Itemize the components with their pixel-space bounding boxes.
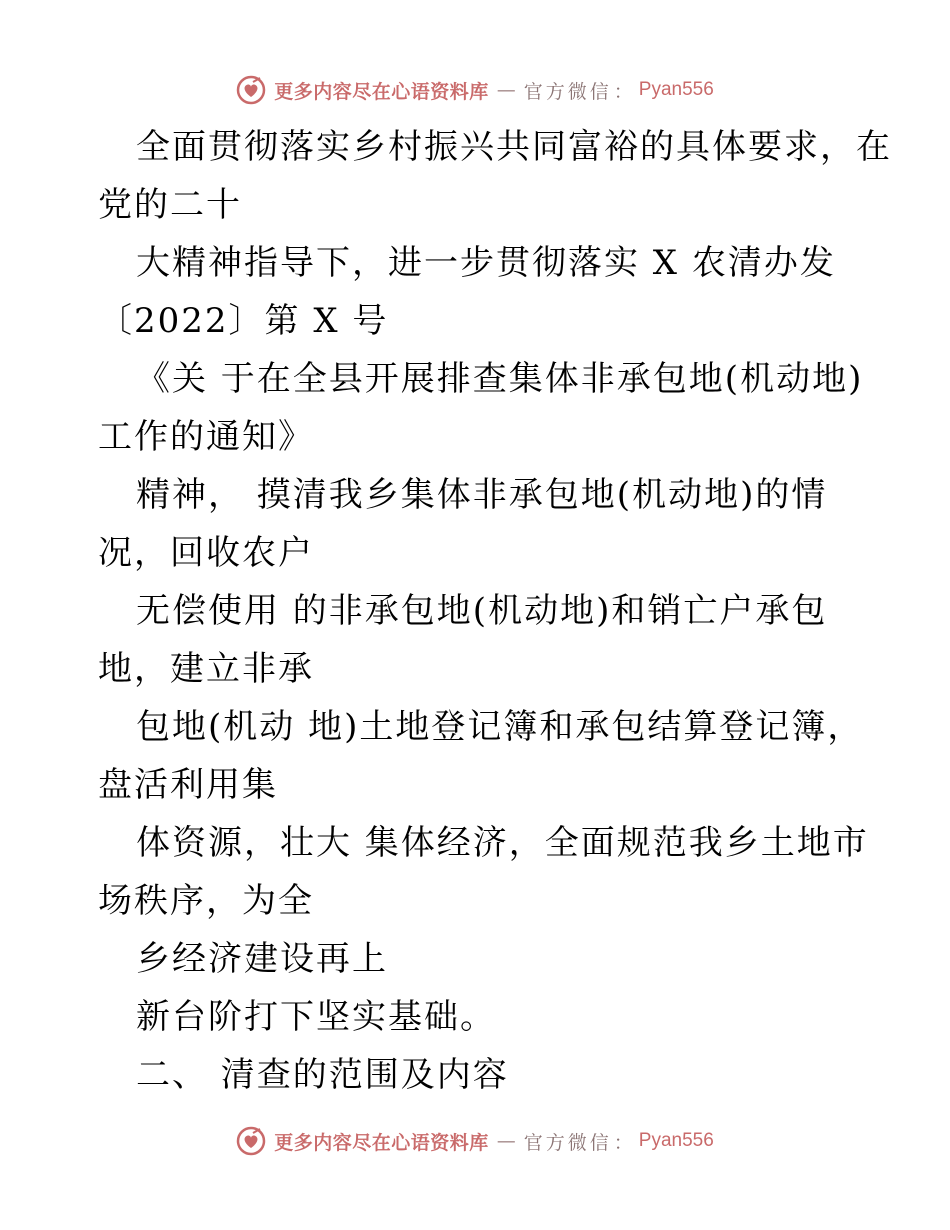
watermark-main-text: 更多内容尽在心语资料库	[274, 1131, 489, 1154]
watermark-dash: —	[496, 1130, 516, 1152]
watermark-colon: ：	[613, 80, 633, 103]
watermark-main-text: 更多内容尽在心语资料库	[274, 80, 489, 103]
watermark-wechat-id: Pyan556	[638, 1130, 714, 1151]
body-line: 新台阶打下坚实基础。	[136, 997, 496, 1037]
body-line: 党的二十	[98, 185, 242, 225]
body-line: 大精神指导下，进一步贯彻落实 X 农清办发	[136, 243, 836, 283]
watermark-sub-text: 官方微信	[523, 1131, 612, 1154]
body-line: 乡经济建设再上	[136, 939, 388, 979]
document-body	[98, 118, 892, 1104]
watermark-dash: —	[496, 79, 516, 101]
body-line: 无偿使用 的非承包地(机动地)和销亡户承包	[136, 591, 828, 631]
body-line: 地，建立非承	[98, 649, 314, 689]
header-watermark	[0, 72, 950, 108]
body-line: 全面贯彻落实乡村振兴共同富裕的具体要求，在	[136, 127, 892, 167]
body-line: 场秩序，为全	[98, 881, 314, 921]
body-line: 工作的通知》	[98, 417, 314, 457]
heart-pen-logo-icon	[236, 1126, 266, 1156]
watermark-wechat-id: Pyan556	[638, 79, 714, 100]
watermark-sub-text: 官方微信	[523, 80, 612, 103]
heart-pen-logo-icon	[236, 75, 266, 105]
section-heading: 二、 清查的范围及内容	[136, 1055, 509, 1095]
footer-watermark	[0, 1123, 950, 1159]
body-line: 〔2022〕第 X 号	[98, 301, 389, 341]
body-line: 《关 于在全县开展排查集体非承包地(机动地)	[136, 359, 864, 399]
body-line: 包地(机动 地)土地登记簿和承包结算登记簿，	[136, 707, 864, 747]
body-line: 精神， 摸清我乡集体非承包地(机动地)的情	[136, 475, 828, 515]
body-line: 盘活利用集	[98, 765, 278, 805]
body-line: 况，回收农户	[98, 533, 314, 573]
watermark-colon: ：	[613, 1131, 633, 1154]
body-line: 体资源，壮大 集体经济，全面规范我乡土地市	[136, 823, 869, 863]
